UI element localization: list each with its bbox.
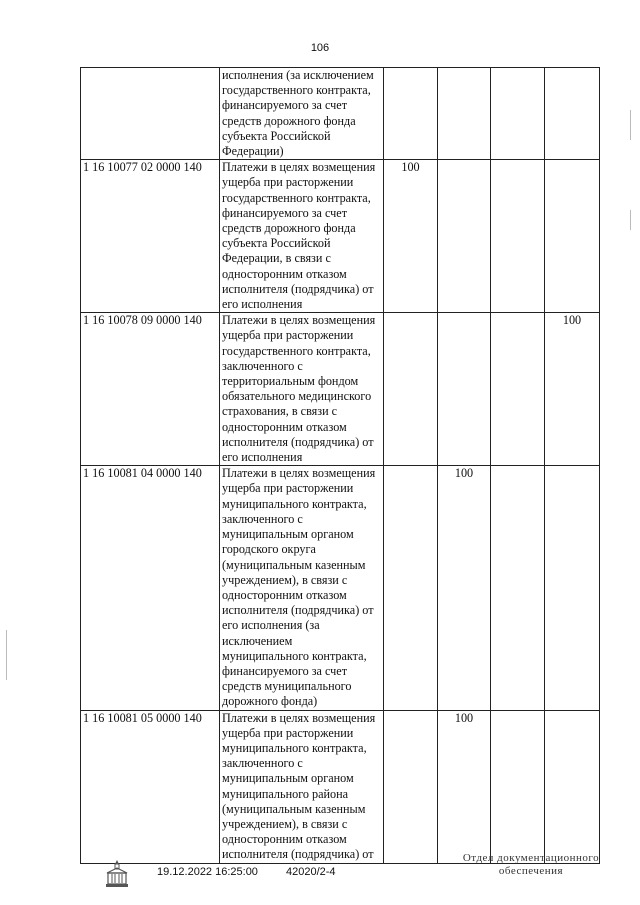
stamp-line: Отдел документационного bbox=[462, 852, 600, 864]
value-cell bbox=[491, 710, 545, 863]
value-cell bbox=[491, 466, 545, 710]
code-cell bbox=[81, 68, 220, 160]
value-cell: 100 bbox=[384, 160, 438, 313]
department-stamp bbox=[446, 852, 616, 878]
budget-table bbox=[80, 67, 600, 864]
table-row bbox=[81, 68, 600, 160]
scan-edge-mark bbox=[6, 630, 7, 680]
value-cell bbox=[545, 68, 600, 160]
value-cell bbox=[438, 68, 491, 160]
value-cell: 100 bbox=[438, 710, 491, 863]
footer-doc-number: 42020/2-4 bbox=[286, 866, 336, 878]
value-cell bbox=[545, 710, 600, 863]
table-row bbox=[81, 160, 600, 313]
value-cell bbox=[384, 68, 438, 160]
table-row bbox=[81, 466, 600, 710]
code-cell: 1 16 10078 09 0000 140 bbox=[81, 313, 220, 466]
value-cell bbox=[384, 313, 438, 466]
page-number: 106 bbox=[310, 42, 330, 54]
value-cell bbox=[438, 160, 491, 313]
value-cell: 100 bbox=[545, 313, 600, 466]
description-cell: Платежи в целях возмещения ущерба при расторжении государственного контракта, заключенного с территориальным фондом обязательного медицинского страхования, в связи с односторонним отказом исполнителя (подрядчика) от его исполнения bbox=[220, 313, 384, 466]
value-cell bbox=[545, 160, 600, 313]
value-cell bbox=[491, 313, 545, 466]
description-cell: Платежи в целях возмещения ущерба при расторжении государственного контракта, финансируемого за счет средств дорожного фонда субъекта Российской Федерации, в связи с односторонним отказом исполнителя (подрядчика) от его исполнения bbox=[220, 160, 384, 313]
value-cell bbox=[384, 466, 438, 710]
code-cell: 1 16 10077 02 0000 140 bbox=[81, 160, 220, 313]
code-cell: 1 16 10081 05 0000 140 bbox=[81, 710, 220, 863]
footer-timestamp: 19.12.2022 16:25:00 bbox=[157, 866, 258, 878]
code-cell: 1 16 10081 04 0000 140 bbox=[81, 466, 220, 710]
description-cell: Платежи в целях возмещения ущерба при расторжении муниципального контракта, заключенного с муниципальным органом городского округа (муниципальным казенным учреждением), в связи с односторонним отказом исполнителя (подрядчика) от его исполнения (за исключением муниципального контракта, финансируемого за счет средств муниципального дорожного фонда) bbox=[220, 466, 384, 710]
value-cell bbox=[384, 710, 438, 863]
building-logo-icon bbox=[104, 858, 130, 888]
scan-edge-mark bbox=[630, 210, 631, 230]
value-cell: 100 bbox=[438, 466, 491, 710]
value-cell bbox=[491, 160, 545, 313]
value-cell bbox=[545, 466, 600, 710]
value-cell bbox=[438, 313, 491, 466]
table-row bbox=[81, 313, 600, 466]
scan-edge-mark bbox=[630, 110, 631, 140]
description-cell: исполнения (за исключением государственного контракта, финансируемого за счет средств дорожного фонда субъекта Российской Федерации) bbox=[220, 68, 384, 160]
value-cell bbox=[491, 68, 545, 160]
table-row bbox=[81, 710, 600, 863]
description-cell: Платежи в целях возмещения ущерба при расторжении муниципального контракта, заключенного с муниципальным органом муниципального района (муниципальным казенным учреждением), в связи с односторонним отказом исполнителя (подрядчика) от bbox=[220, 710, 384, 863]
stamp-line: обеспечения bbox=[498, 865, 564, 877]
